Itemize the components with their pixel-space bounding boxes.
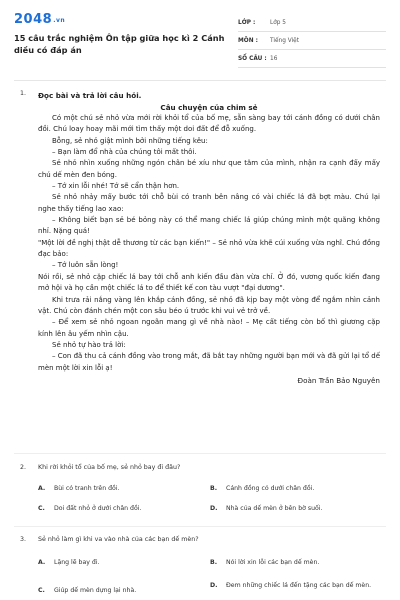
meta-label: LỚP :: [238, 20, 256, 26]
question-text: Khi rời khỏi tổ của bố mẹ, sẻ nhỏ bay đi đâu?: [38, 464, 181, 471]
story-paragraph: Sẻ nhỏ nhảy mấy bước tới chỗ bùi có tranh bên nâng có vài chiếc lá đã bợt màu. Chú lại nghe thấy tiếng lao xao:: [38, 193, 380, 213]
question-1-body: [38, 90, 380, 387]
meta-row-class: [238, 16, 386, 32]
option-letter: D.: [210, 582, 218, 589]
question-divider: [14, 453, 386, 454]
question-1: [14, 90, 386, 387]
option-letter: C.: [38, 505, 45, 512]
story-paragraph: "Một lời đề nghị thật dễ thương từ các bạn kiến!" – Sẻ nhỏ vừa khẽ cúi xuống vừa nghĩ. Chú đồng đạc bảo:: [38, 238, 380, 259]
answer-option-a[interactable]: [38, 558, 100, 567]
meta-info: [238, 16, 386, 70]
answer-option-a[interactable]: [38, 484, 120, 493]
header: [14, 10, 386, 72]
meta-row-count: [238, 52, 386, 68]
option-text: Cánh đồng có dưới chân đồi.: [226, 485, 315, 492]
option-letter: A.: [38, 485, 46, 492]
question-number: 1.: [20, 90, 27, 97]
story-paragraph: – Để xem sẻ nhỏ ngoan ngoãn mang gì về nhà nào! – Mẹ cất tiếng còn bố thì giương cặp kính lên âu yếm nhìn cậu.: [38, 318, 380, 338]
story-paragraph: – Con đã thu cả cánh đồng vào trong mắt, đã bắt tay những người bạn mới và đã gửi lại tổ dế mèn một lời xin lỗi ạ!: [38, 352, 380, 372]
answer-option-b[interactable]: [210, 558, 382, 567]
question-divider: [14, 526, 386, 527]
story-paragraph: Có một chú sẻ nhỏ vừa mới rời khỏi tổ của bố mẹ, sẵn sàng bay tới cánh đồng có dưới chân đồi. Chú loay hoay mãi mới tìm thấy một doi đất để đỗ xuống.: [38, 114, 380, 134]
story-paragraph: Khi trưa rải nắng vàng lên khắp cánh đồng, sẻ nhỏ đã kịp bay một vòng để ngắm nhìn cảnh vật. Chú còn đánh chén một con sâu béo ú trước khi vui vẻ trở về.: [38, 295, 380, 315]
option-text: Lặng lẽ bay đi.: [54, 559, 100, 566]
header-divider: [14, 80, 386, 81]
document-page: [14, 10, 386, 595]
option-text: Doi đất nhỏ ở dưới chân đồi.: [54, 505, 142, 512]
story-paragraph: Sẻ nhỏ tự hào trả lời:: [52, 340, 126, 349]
story-paragraph: – Tớ xin lỗi nhé! Tớ sẽ cẩn thận hơn.: [52, 182, 180, 191]
answer-option-d[interactable]: [210, 504, 382, 513]
option-text: Nhà của dế mèn ở bên bờ suối.: [226, 505, 323, 512]
option-text: Bùi có tranh trên đồi.: [54, 485, 120, 492]
story-paragraph: – Bạn làm đổ nhà của chúng tôi mất thôi.: [52, 148, 197, 157]
option-text: Đem những chiếc lá đến tặng các bạn dế mèn.: [226, 582, 372, 589]
story-paragraph: Bỗng, sẻ nhỏ giật mình bởi những tiếng kêu:: [52, 136, 208, 145]
story-paragraph: – Không biết bạn sẻ bé bỏng này có thể mang chiếc lá giúp chúng mình một quãng không nhỉ. Nặng quá!: [38, 216, 380, 236]
option-text: Nói lời xin lỗi các bạn dế mèn.: [226, 559, 320, 566]
meta-value: 16: [270, 56, 278, 62]
story-author: Đoàn Trần Bảo Nguyên: [297, 375, 380, 385]
story-title: Câu chuyện của chim sẻ: [160, 103, 258, 112]
page-title: 15 câu trắc nghiệm Ôn tập giữa học kì 2 Cánh diều có đáp án: [14, 33, 225, 55]
answer-option-c[interactable]: [38, 586, 136, 595]
option-letter: C.: [38, 587, 45, 594]
question-instruction: Đọc bài và trả lời câu hỏi.: [38, 91, 142, 100]
meta-value: Tiếng Việt: [270, 38, 300, 44]
question-number: 3.: [20, 536, 27, 543]
story-paragraph: Sẻ nhỏ nhìn xuống những ngón chân bé xíu như que tăm của mình, nhận ra cạnh đấy mấy chú dế mèn đen bóng.: [38, 159, 380, 179]
site-logo[interactable]: [14, 12, 65, 27]
answer-option-b[interactable]: [210, 484, 382, 493]
option-letter: D.: [210, 505, 218, 512]
meta-label: MÔN :: [238, 38, 258, 44]
logo-main: 2048: [14, 12, 53, 27]
logo-tld: .vn: [53, 17, 66, 24]
meta-label: SỐ CÂU :: [238, 56, 267, 62]
story-paragraph: – Tớ luôn sẵn lòng!: [52, 261, 119, 270]
option-letter: B.: [210, 485, 218, 492]
meta-row-subject: [238, 34, 386, 50]
option-text: Giúp dế mèn dựng lại nhà.: [54, 587, 137, 594]
meta-value: Lớp 5: [270, 20, 286, 26]
question-text: Sẻ nhỏ làm gì khi va vào nhà của các bạn dế mèn?: [38, 536, 199, 543]
story-paragraph: Nói rồi, sẻ nhỏ cặp chiếc lá bay tới chỗ anh kiến đầu đàn vừa chỉ. Ở đó, vương quốc kiến đang mở hội và họ cần một chiếc lá to để thiết kế con tàu vượt "đại dương".: [38, 272, 380, 293]
answer-option-d[interactable]: [210, 581, 382, 590]
answer-option-c[interactable]: [38, 504, 141, 513]
question-number: 2.: [20, 464, 27, 471]
option-letter: B.: [210, 559, 218, 566]
option-letter: A.: [38, 559, 46, 566]
